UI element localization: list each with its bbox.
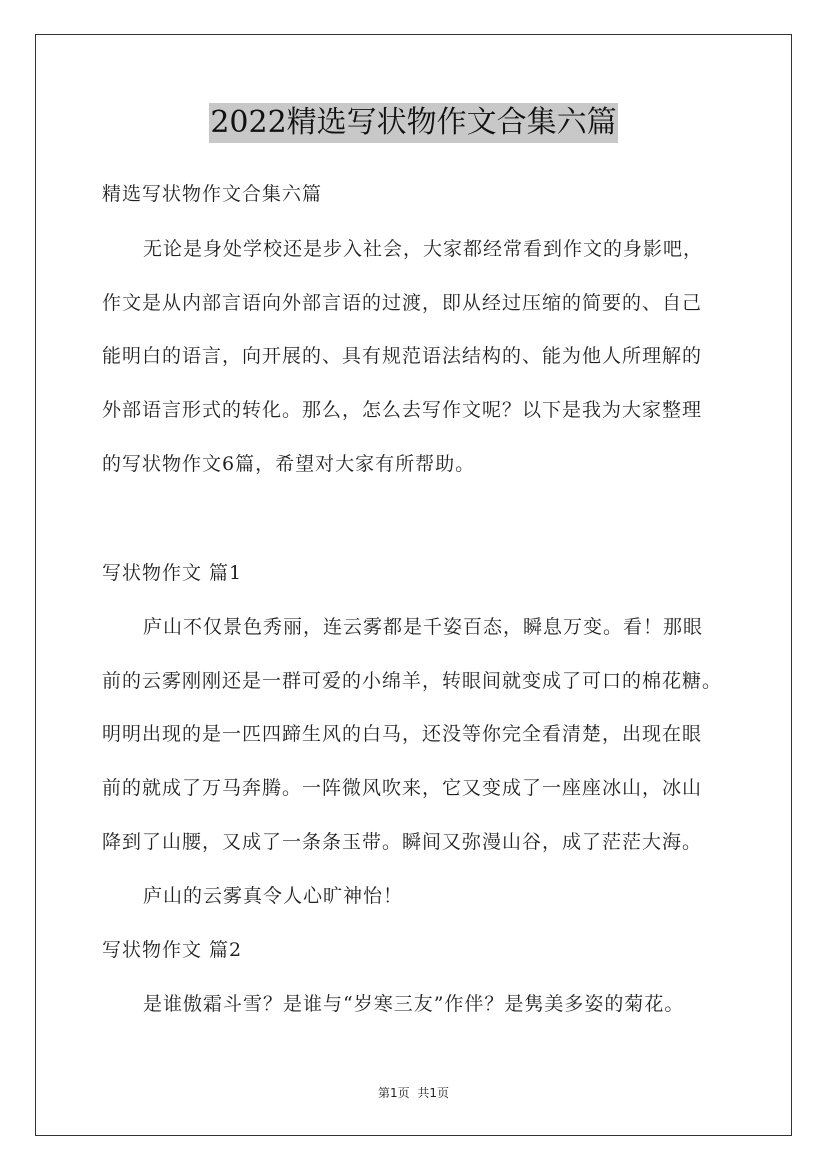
- section-1-line-1: 庐山不仅景色秀丽，连云雾都是千姿百态，瞬息万变。看！那眼: [143, 616, 704, 638]
- section-2-line-1: 是谁傲霜斗雪？是谁与“岁寒三友”作伴？是隽美多姿的菊花。: [143, 993, 685, 1015]
- intro-line-4: 外部语言形式的转化。那么，怎么去写作文呢？以下是我为大家整理: [102, 399, 703, 421]
- document-title: 2022精选写状物作文合集六篇: [209, 103, 617, 143]
- section-2-heading: 写状物作文 篇2: [102, 939, 243, 961]
- page-footer: 第1页 共1页: [377, 1086, 450, 1100]
- section-1-line-2: 前的云雾刚刚还是一群可爱的小绵羊，转眼间就变成了可口的棉花糖。: [102, 670, 723, 692]
- section-1-closing: 庐山的云雾真令人心旷神怡！: [143, 885, 404, 907]
- document-subtitle: 精选写状物作文合集六篇: [102, 183, 323, 205]
- intro-line-5: 的写状物作文6篇，希望对大家有所帮助。: [102, 453, 476, 475]
- section-1-heading: 写状物作文 篇1: [102, 562, 243, 584]
- section-1-line-4: 前的就成了万马奔腾。一阵微风吹来，它又变成了一座座冰山，冰山: [102, 777, 703, 799]
- intro-line-3: 能明白的语言，向开展的、具有规范语法结构的、能为他人所理解的: [102, 345, 703, 367]
- title-container: [0, 103, 827, 143]
- section-1-line-3: 明明出现的是一匹四蹄生风的白马，还没等你完全看清楚，出现在眼: [102, 723, 703, 745]
- intro-line-2: 作文是从内部言语向外部言语的过渡，即从经过压缩的简要的、自己: [102, 292, 703, 314]
- intro-line-1: 无论是身处学校还是步入社会，大家都经常看到作文的身影吧，: [143, 238, 704, 260]
- section-1-line-5: 降到了山腰，又成了一条条玉带。瞬间又弥漫山谷，成了茫茫大海。: [102, 831, 703, 853]
